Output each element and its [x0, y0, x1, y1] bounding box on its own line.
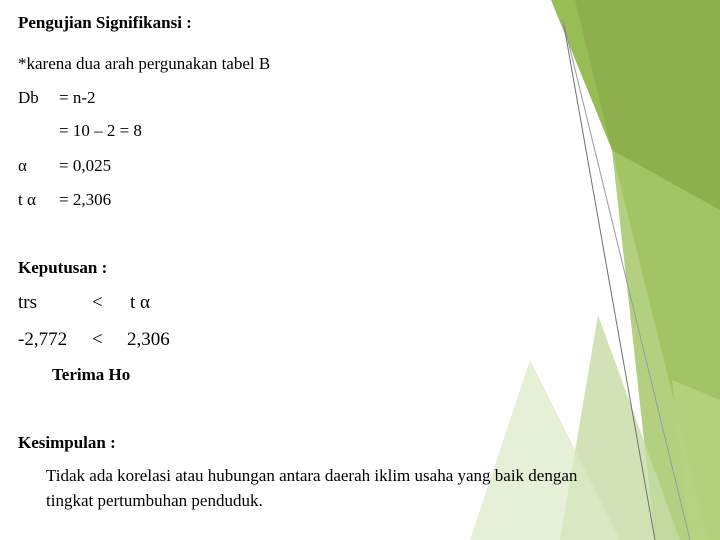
decision-heading: Keputusan :: [18, 258, 108, 277]
t-alpha-label: t α: [18, 190, 36, 209]
significance-note: *karena dua arah pergunakan tabel B: [18, 54, 271, 73]
decision-result: Terima Ho: [52, 365, 131, 384]
t-alpha-symbol: t α: [130, 292, 150, 313]
db-calculation: = 10 – 2 = 8: [59, 121, 142, 140]
conclusion-line-2: tingkat pertumbuhan penduduk.: [46, 491, 263, 510]
db-formula: = n-2: [59, 88, 96, 107]
alpha-value: = 0,025: [59, 156, 112, 175]
conclusion-line-1: Tidak ada korelasi atau hubungan antara daerah iklim usaha yang baik dengan: [46, 466, 578, 485]
less-than-symbol-1: <: [92, 292, 103, 313]
right-value: 2,306: [127, 329, 170, 350]
less-than-symbol-2: <: [92, 329, 103, 350]
db-label: Db: [18, 88, 39, 107]
t-alpha-value: = 2,306: [59, 190, 112, 209]
trs-label: trs: [18, 292, 37, 313]
conclusion-heading: Kesimpulan :: [18, 433, 116, 452]
alpha-label: α: [18, 156, 27, 175]
significance-heading: Pengujian Signifikansi :: [18, 13, 192, 32]
left-value: -2,772: [18, 329, 68, 350]
